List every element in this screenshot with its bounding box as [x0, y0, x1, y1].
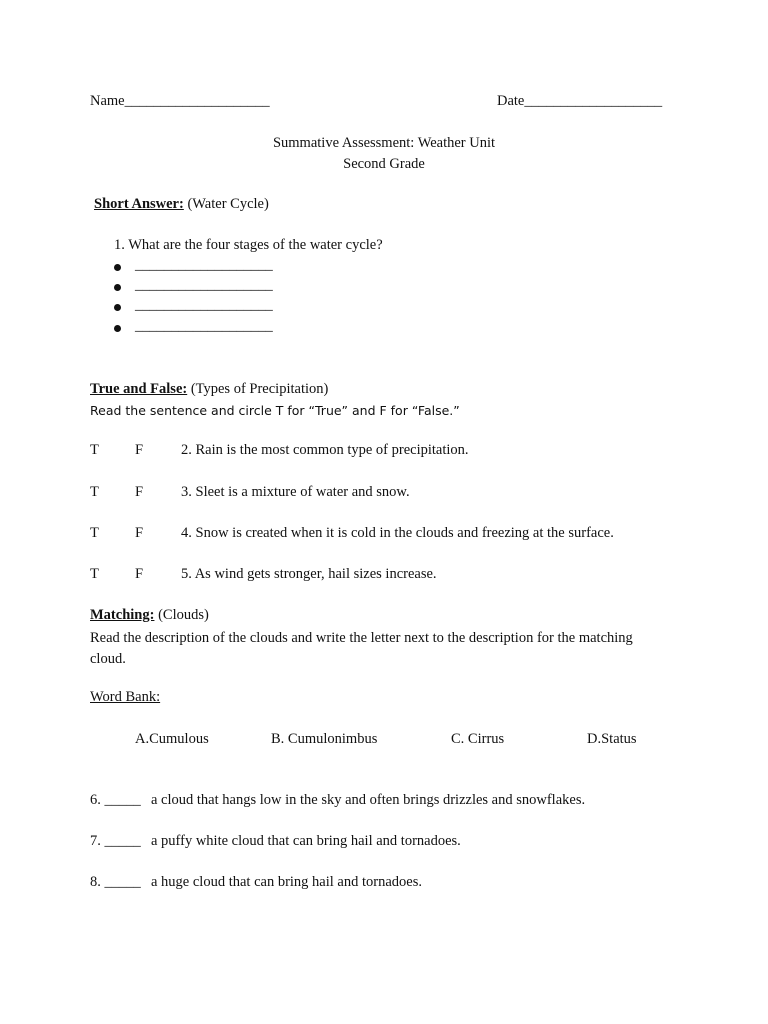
bullet-icon	[114, 325, 121, 332]
tf-statement-2: 2. Rain is the most common type of precipitation.	[181, 442, 469, 458]
true-false-heading: True and False:	[90, 381, 188, 397]
true-false-topic: (Types of Precipitation)	[190, 381, 329, 397]
name-field-label: Name____________________	[90, 93, 270, 109]
short-answer-heading: Short Answer:	[94, 196, 184, 212]
false-option: F	[135, 525, 144, 541]
bullet-icon	[114, 284, 121, 291]
matching-item-6-text: a cloud that hangs low in the sky and often brings drizzles and snowflakes.	[151, 792, 586, 808]
short-answer-section-heading	[94, 196, 269, 213]
true-false-section-heading	[90, 381, 328, 398]
bullet-icon	[114, 304, 121, 311]
matching-item-7-text: a puffy white cloud that can bring hail and tornadoes.	[151, 833, 461, 849]
true-option: T	[90, 525, 99, 541]
true-false-instructions: Read the sentence and circle T for “True” and F for “False.”	[90, 403, 460, 418]
tf-statement-4: 4. Snow is created when it is cold in the clouds and freezing at the surface.	[181, 525, 614, 541]
date-field-label: Date___________________	[497, 93, 663, 109]
false-option: F	[135, 442, 144, 458]
tf-statement-5: 5. As wind gets stronger, hail sizes increase.	[181, 566, 437, 582]
document-subtitle: Second Grade	[343, 156, 425, 172]
word-bank-item-d: D.Status	[587, 731, 637, 747]
true-option: T	[90, 566, 99, 582]
matching-topic: (Clouds)	[158, 607, 209, 623]
false-option: F	[135, 484, 144, 500]
matching-item-8-text: a huge cloud that can bring hail and tornadoes.	[151, 874, 422, 890]
word-bank-label: Word Bank:	[90, 689, 161, 705]
true-option: T	[90, 484, 99, 500]
matching-instructions: Read the description of the clouds and write the letter next to the description for the matching cloud.	[90, 630, 633, 667]
answer-blank-2: ___________________	[135, 277, 273, 293]
matching-section-heading	[90, 607, 209, 624]
document-title: Summative Assessment: Weather Unit	[272, 135, 496, 151]
short-answer-topic: (Water Cycle)	[187, 196, 269, 212]
answer-blank-4: ___________________	[135, 318, 273, 334]
tf-statement-3: 3. Sleet is a mixture of water and snow.	[181, 484, 410, 500]
answer-blank-1: ___________________	[135, 257, 273, 273]
false-option: F	[135, 566, 144, 582]
word-bank-item-c: C. Cirrus	[451, 731, 505, 747]
matching-item-7-number: 7. _____	[90, 833, 141, 849]
matching-heading: Matching:	[90, 607, 155, 623]
answer-blank-3: ___________________	[135, 297, 273, 313]
matching-item-8-number: 8. _____	[90, 874, 141, 890]
true-option: T	[90, 442, 99, 458]
word-bank-item-a: A.Cumulous	[135, 731, 209, 747]
word-bank-item-b: B. Cumulonimbus	[271, 731, 378, 747]
question-1: 1. What are the four stages of the water cycle?	[114, 237, 383, 253]
matching-item-6-number: 6. _____	[90, 792, 141, 808]
bullet-icon	[114, 264, 121, 271]
